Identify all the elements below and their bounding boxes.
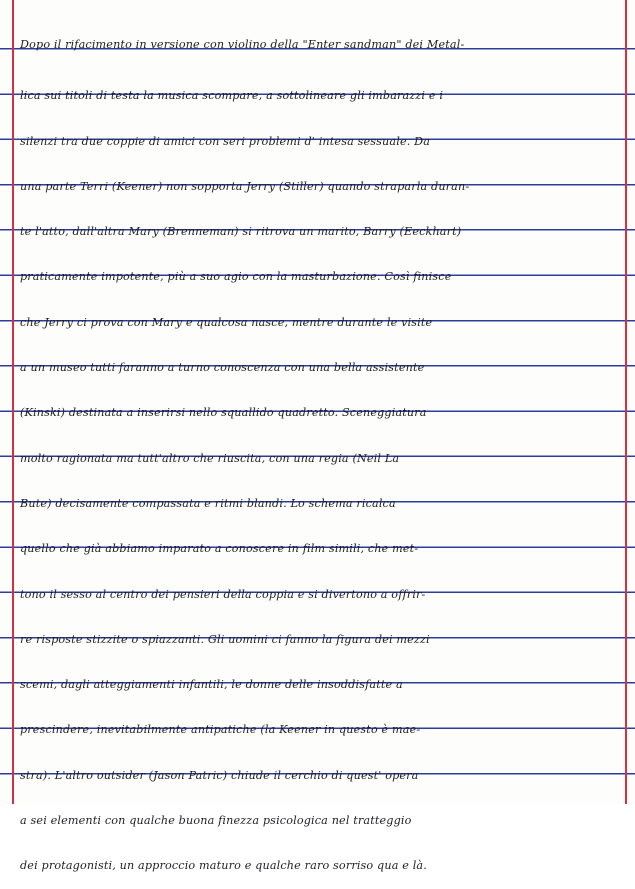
handwritten-text-block — [20, 28, 624, 889]
text-line: Bute) decisamente compassata e ritmi blandi. Lo schema ricalca — [20, 496, 396, 510]
text-line: prescindere, inevitabilmente antipatiche (la Keener in questo è mae- — [20, 723, 421, 737]
text-line: a un museo tutti faranno a turno conoscenza con una bella assistente — [20, 361, 425, 375]
text-line: quello che già abbiamo imparato a conoscere in film simili, che met- — [20, 542, 419, 556]
text-line: una parte Terri (Keener) non sopporta Jerry (Stiller) quando straparla duran- — [20, 179, 470, 193]
text-line: scemi, dagli atteggiamenti infantili, le donne delle insoddisfatte a — [20, 678, 403, 692]
text-line: a sei elementi con qualche buona finezza psicologica nel tratteggio — [20, 814, 412, 828]
text-line: (Kinski) destinata a inserirsi nello squallido quadretto. Sceneggiatura — [20, 406, 427, 420]
text-line: tono il sesso al centro dei pensieri della coppia e si divertono a offrir- — [20, 587, 426, 601]
left-margin-rule — [12, 0, 14, 804]
text-line: lica sui titoli di testa la musica scompare, a sottolineare gli imbarazzi e i — [20, 89, 444, 103]
text-line: praticamente impotente, più a suo agio con la masturbazione. Così finisce — [20, 270, 452, 284]
text-line: te l'atto, dall'altra Mary (Brenneman) si ritrova un marito, Barry (Eeckhart) — [20, 225, 462, 239]
text-line: che Jerry ci prova con Mary e qualcosa nasce, mentre durante le visite — [20, 315, 433, 329]
text-line: Dopo il rifacimento in versione con violino della "Enter sandman" dei Metal- — [20, 38, 465, 51]
text-line: dei protagonisti, un approccio maturo e qualche raro sorriso qua e là. — [20, 859, 427, 873]
right-margin-rule — [625, 0, 627, 804]
text-line: re risposte stizzite o spiazzanti. Gli uomini ci fanno la figura dei mezzi — [20, 632, 430, 646]
text-line: stra). L'altro outsider (Jason Patric) chiude il cerchio di quest' opera — [20, 768, 419, 782]
text-line: molto ragionata ma tutt'altro che riuscita, con una regia (Neil La — [20, 451, 400, 465]
text-line: silenzi tra due coppie di amici con seri problemi d' intesa sessuale. Da — [20, 134, 431, 148]
